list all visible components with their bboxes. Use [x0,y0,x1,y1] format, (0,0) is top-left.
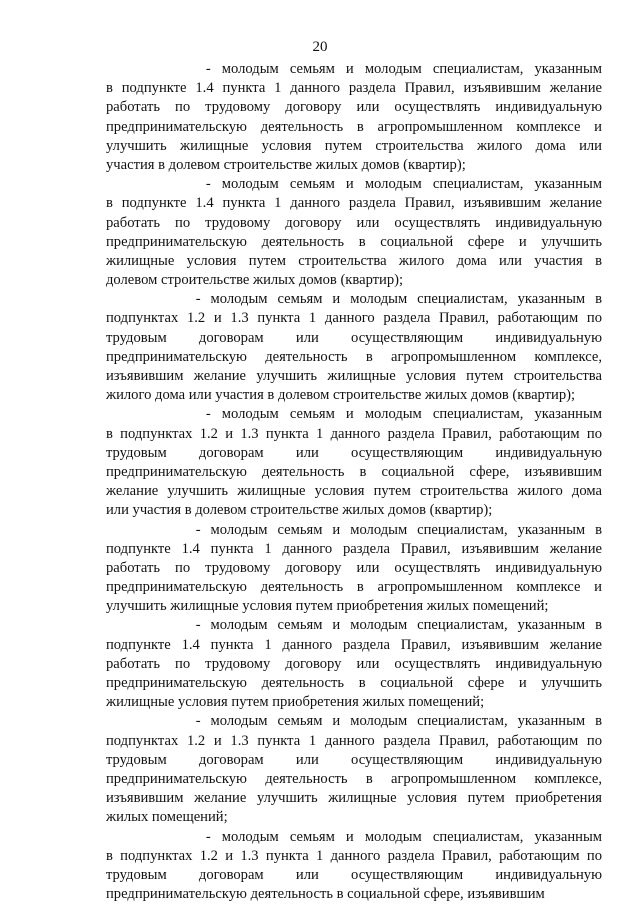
list-item [106,60,602,175]
list-item [106,521,602,617]
text-line: улучшить жилищные условия путем строительства жилого дома или [106,137,602,154]
text-line: работать по трудовому договору или осуществлять индивидуальную [106,214,602,231]
list-item [106,175,602,290]
text-line: - молодым семьям и молодым специалистам, указанным [106,406,602,423]
list-item [106,405,602,520]
text-line: предпринимательскую деятельность в агропромышленном комплексе, [106,348,602,365]
text-line: изъявившим желание улучшить жилищные условия путем строительства [106,368,602,384]
list-item [106,290,602,405]
text-line: изъявившим желание улучшить жилищные условия путем приобретения [106,790,602,807]
text-line: подпункте 1.4 пункта 1 данного раздела Правил, изъявившим желание [106,636,602,653]
text-line: жилого дома или участия в долевом строительстве жилых домов (квартир); [106,387,576,404]
text-line: в подпунктах 1.2 и 1.3 пункта 1 данного раздела Правил, работающим по [106,425,602,442]
text-line: жилищные условия путем приобретения жилых помещений; [106,694,485,711]
body-text [106,60,602,904]
text-line: подпункте 1.4 пункта 1 данного раздела Правил, изъявившим желание [106,540,602,557]
text-line: предпринимательскую деятельность в социальной сфере и улучшить [106,675,602,691]
text-line: подпунктах 1.2 и 1.3 пункта 1 данного раздела Правил, работающим по [106,310,602,327]
text-line: предпринимательскую деятельность в социальной сфере, изъявившим [106,886,545,903]
text-line: - молодым семьям и молодым специалистам, указанным в [106,521,602,538]
text-line: участия в долевом строительстве жилых домов (квартир); [106,156,466,173]
text-line: в подпунктах 1.2 и 1.3 пункта 1 данного раздела Правил, работающим по [106,847,602,864]
text-line: - молодым семьям и молодым специалистам, указанным [106,828,602,845]
text-line: трудовым договорам или осуществляющим индивидуальную [106,751,602,768]
text-line: в подпункте 1.4 пункта 1 данного раздела Правил, изъявившим желание [106,195,602,212]
text-line: - молодым семьям и молодым специалистам, указанным [106,176,602,193]
text-line: жилищные условия путем строительства жилого дома или участия в [106,252,602,269]
text-line: трудовым договорам или осуществляющим индивидуальную [106,866,602,883]
text-line: трудовым договорам или осуществляющим индивидуальную [106,444,602,461]
text-line: или участия в долевом строительстве жилых домов (квартир); [106,502,493,519]
text-line: работать по трудовому договору или осуществлять индивидуальную [106,99,602,116]
text-line: - молодым семьям и молодым специалистам, указанным [106,61,602,77]
text-line: улучшить жилищные условия путем приобретения жилых помещений; [106,598,549,615]
text-line: предпринимательскую деятельность в социальной сфере, изъявившим [106,463,602,480]
text-line: в подпункте 1.4 пункта 1 данного раздела Правил, изъявившим желание [106,80,602,97]
list-item [106,712,602,827]
text-line: предпринимательскую деятельность в агропромышленном комплексе, [106,770,602,787]
text-line: предпринимательскую деятельность в агропромышленном комплексе и [106,118,602,135]
text-line: предпринимательскую деятельность в агропромышленном комплексе и [106,579,602,596]
text-line: - молодым семьям и молодым специалистам, указанным в [106,291,602,308]
text-line: подпунктах 1.2 и 1.3 пункта 1 данного раздела Правил, работающим по [106,732,602,749]
text-line: жилых помещений; [106,809,228,826]
text-line: работать по трудовому договору или осуществлять индивидуальную [106,559,602,576]
text-line: - молодым семьям и молодым специалистам, указанным в [106,713,602,730]
text-line: желание улучшить жилищные условия путем строительства жилого дома [106,483,602,500]
page-number: 20 [312,39,328,55]
text-line: работать по трудовому договору или осуществлять индивидуальную [106,655,602,672]
list-item [106,616,602,712]
text-line: - молодым семьям и молодым специалистам, указанным в [106,617,602,634]
text-line: долевом строительстве жилых домов (квартир); [106,272,404,289]
text-line: предпринимательскую деятельность в социальной сфере и улучшить [106,233,602,250]
text-line: трудовым договорам или осуществляющим индивидуальную [106,329,602,346]
list-item [106,828,602,905]
